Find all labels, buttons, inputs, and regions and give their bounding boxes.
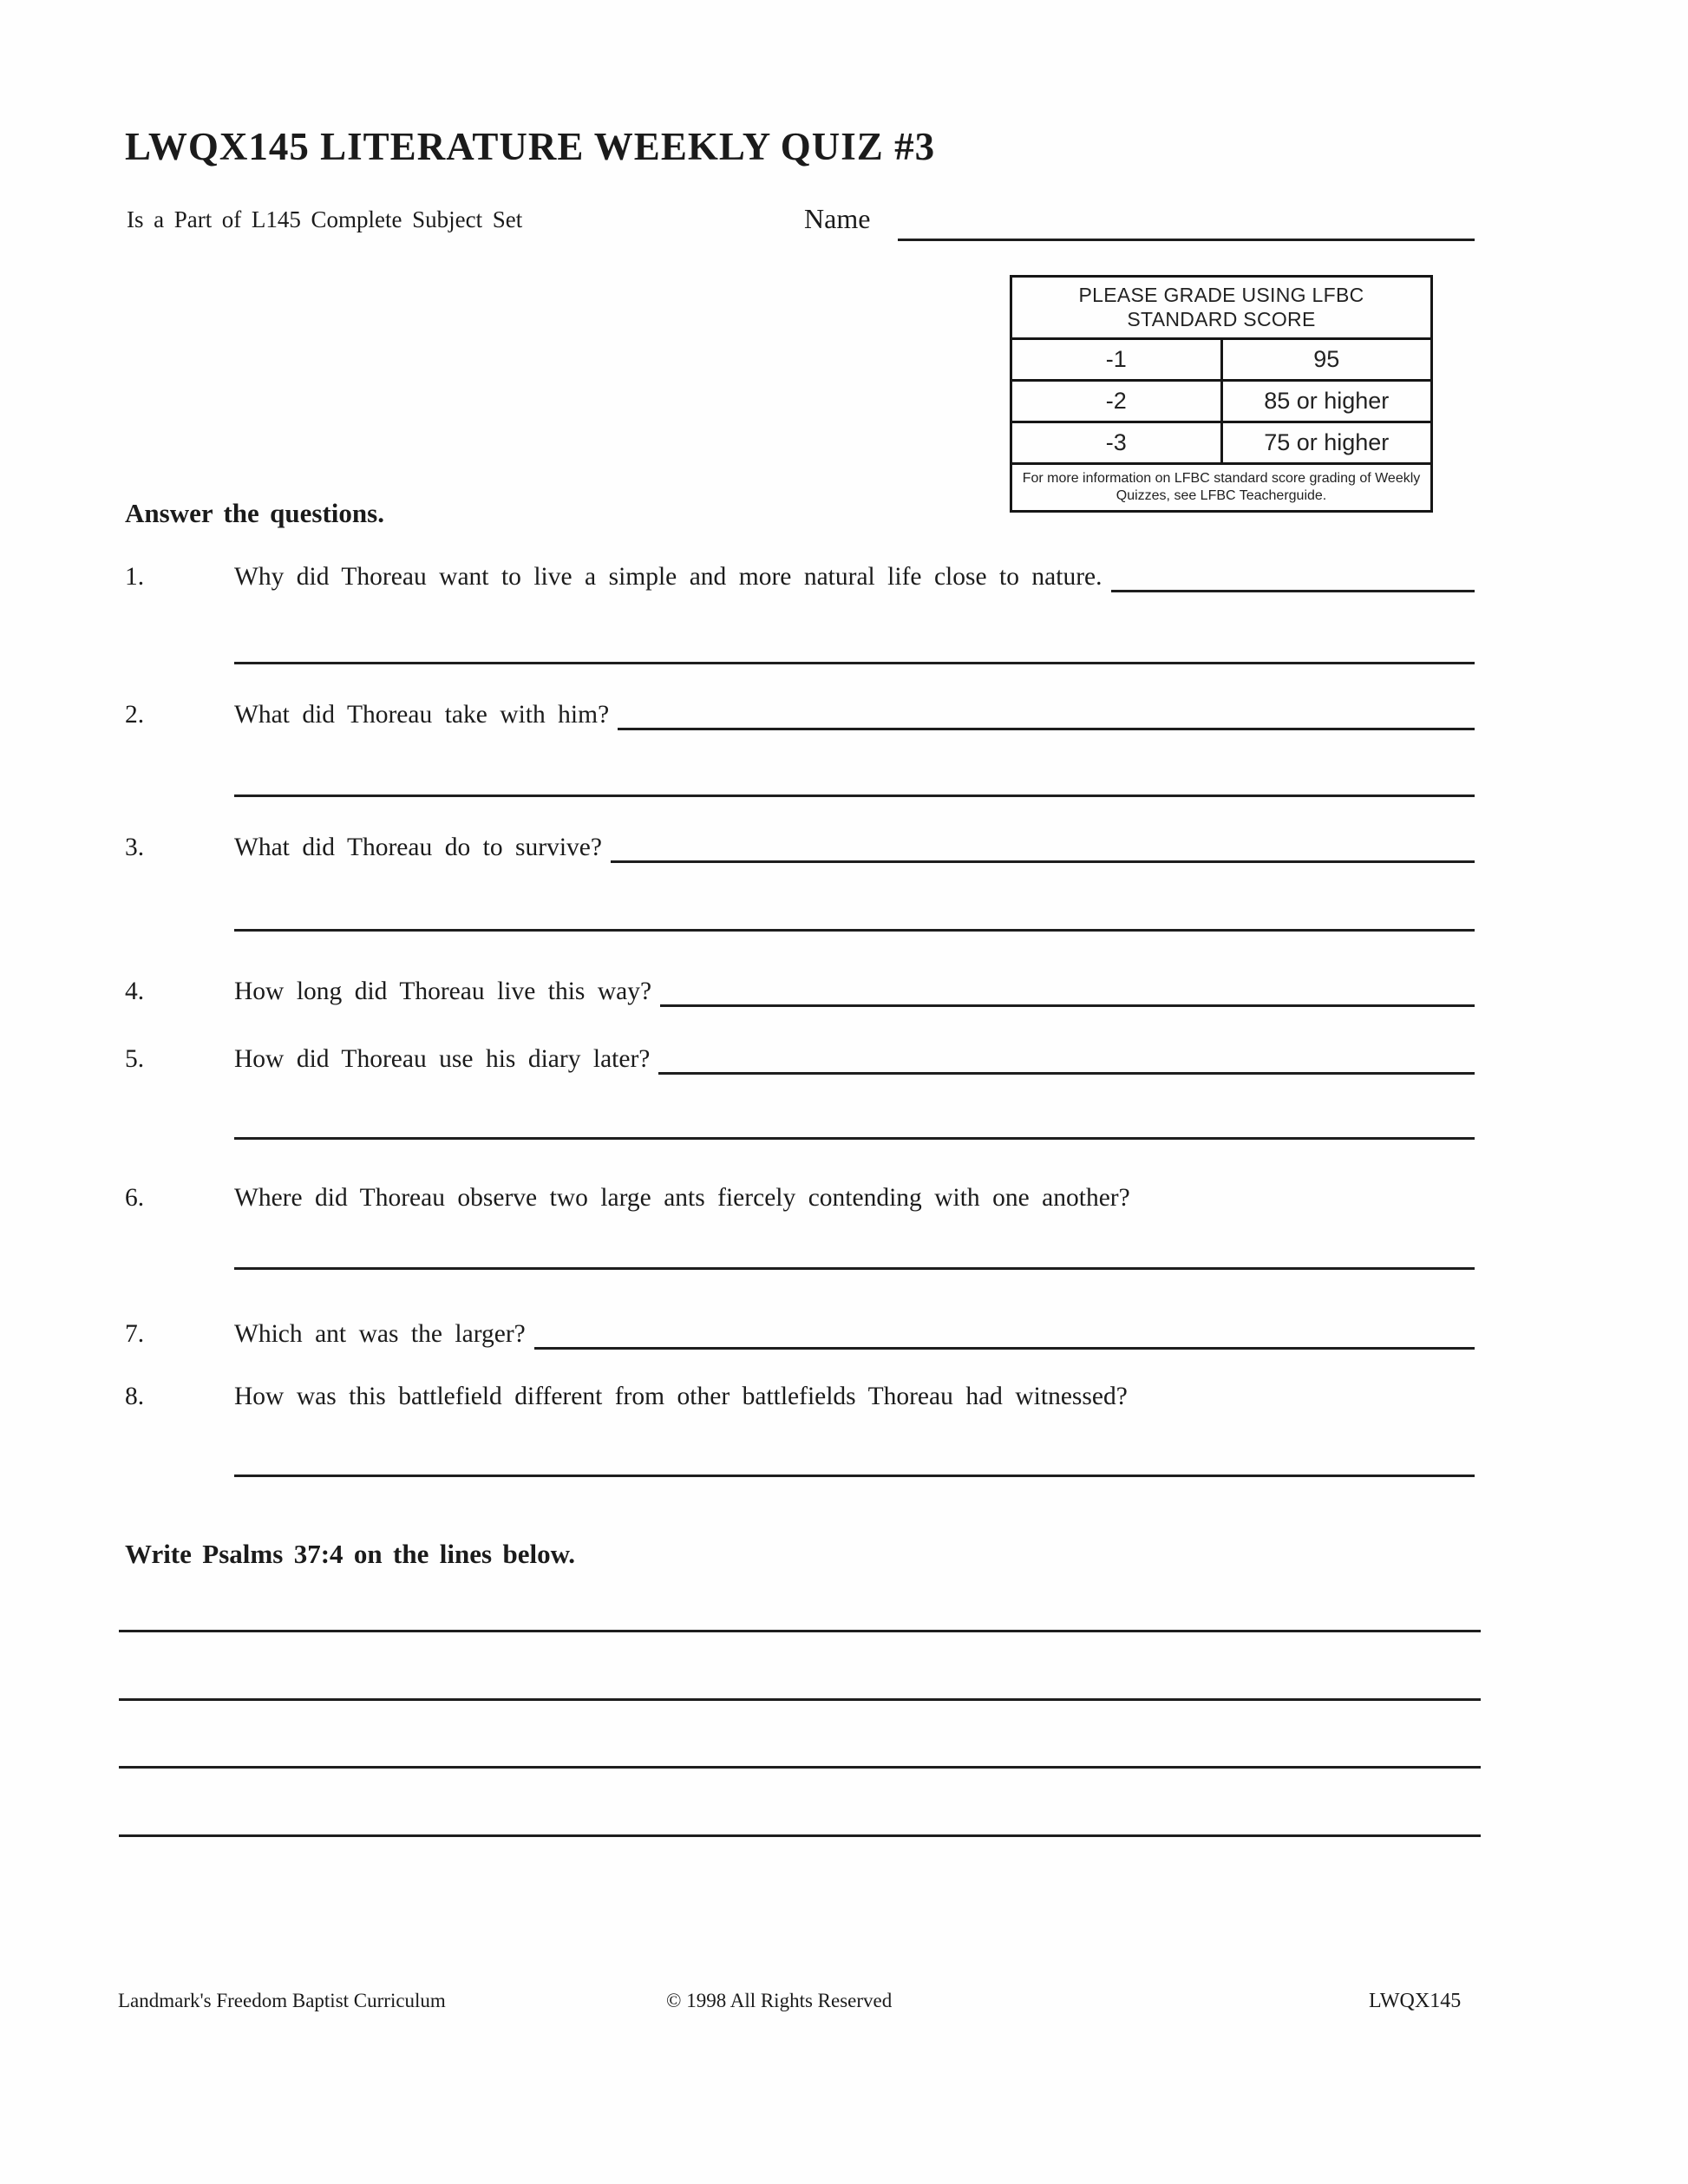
score-cell: 75 or higher	[1221, 422, 1432, 464]
question-text: Where did Thoreau observe two large ants fiercely contending with one another?	[234, 1184, 1130, 1212]
score-cell: 95	[1221, 339, 1432, 381]
psalms-heading: Write Psalms 37:4 on the lines below.	[125, 1539, 576, 1569]
answer-questions-heading: Answer the questions.	[125, 498, 384, 528]
psalm-writing-line[interactable]	[119, 1698, 1481, 1701]
grade-table-row	[1011, 381, 1432, 422]
question-row-6	[125, 1180, 1475, 1215]
answer-line[interactable]	[234, 662, 1475, 664]
name-label: Name	[804, 203, 871, 234]
question-text: Why did Thoreau want to live a simple and more natural life close to nature.	[234, 563, 1102, 591]
question-text: What did Thoreau take with him?	[234, 701, 610, 729]
answer-line[interactable]	[234, 794, 1475, 797]
subtitle: Is a Part of L145 Complete Subject Set	[127, 206, 523, 232]
grade-table-title: PLEASE GRADE USING LFBC STANDARD SCORE	[1011, 277, 1432, 339]
grade-table-row	[1011, 339, 1432, 381]
question-row-3	[125, 830, 1475, 865]
question-text: How long did Thoreau live this way?	[234, 978, 652, 1005]
grade-table	[1010, 275, 1433, 513]
psalm-writing-line[interactable]	[119, 1834, 1481, 1837]
grade-table-row	[1011, 422, 1432, 464]
deduction-cell: -2	[1011, 381, 1222, 422]
grade-table-header-row	[1011, 277, 1432, 339]
answer-line[interactable]	[234, 929, 1475, 932]
footer-copyright: © 1998 All Rights Reserved	[666, 1990, 893, 2011]
question-row-8	[125, 1379, 1475, 1414]
question-number: 1.	[125, 563, 145, 591]
answer-blank-line[interactable]	[1111, 590, 1475, 592]
question-number: 2.	[125, 701, 145, 729]
name-input-line[interactable]	[898, 211, 1475, 241]
psalm-writing-line[interactable]	[119, 1766, 1481, 1769]
question-row-7	[125, 1317, 1475, 1351]
answer-line[interactable]	[234, 1475, 1475, 1477]
question-text: How was this battlefield different from other battlefields Thoreau had witnessed?	[234, 1383, 1128, 1410]
question-row-2	[125, 697, 1475, 732]
psalm-writing-line[interactable]	[119, 1630, 1481, 1632]
answer-line[interactable]	[234, 1137, 1475, 1140]
answer-blank-line[interactable]	[658, 1072, 1475, 1075]
question-row-5	[125, 1042, 1475, 1076]
question-number: 4.	[125, 978, 145, 1005]
question-text: How did Thoreau use his diary later?	[234, 1045, 651, 1073]
answer-blank-line[interactable]	[534, 1347, 1475, 1350]
question-row-4	[125, 974, 1475, 1009]
answer-line[interactable]	[234, 1267, 1475, 1270]
question-row-1	[125, 559, 1475, 594]
question-number: 3.	[125, 834, 145, 861]
deduction-cell: -1	[1011, 339, 1222, 381]
grade-table-note: For more information on LFBC standard score grading of Weekly Quizzes, see LFBC Teacherguide.	[1011, 464, 1432, 512]
deduction-cell: -3	[1011, 422, 1222, 464]
answer-blank-line[interactable]	[660, 1004, 1475, 1007]
question-number: 7.	[125, 1320, 145, 1348]
footer-publisher: Landmark's Freedom Baptist Curriculum	[118, 1990, 446, 2011]
score-cell: 85 or higher	[1221, 381, 1432, 422]
question-number: 8.	[125, 1383, 145, 1410]
footer-code: LWQX145	[1369, 1990, 1462, 2012]
answer-blank-line[interactable]	[618, 728, 1475, 730]
answer-blank-line[interactable]	[611, 860, 1475, 863]
question-number: 6.	[125, 1184, 145, 1212]
question-text: What did Thoreau do to survive?	[234, 834, 602, 861]
question-text: Which ant was the larger?	[234, 1320, 526, 1348]
question-number: 5.	[125, 1045, 145, 1073]
page-title: LWQX145 LITERATURE WEEKLY QUIZ #3	[125, 125, 936, 168]
grade-table-note-row	[1011, 464, 1432, 512]
